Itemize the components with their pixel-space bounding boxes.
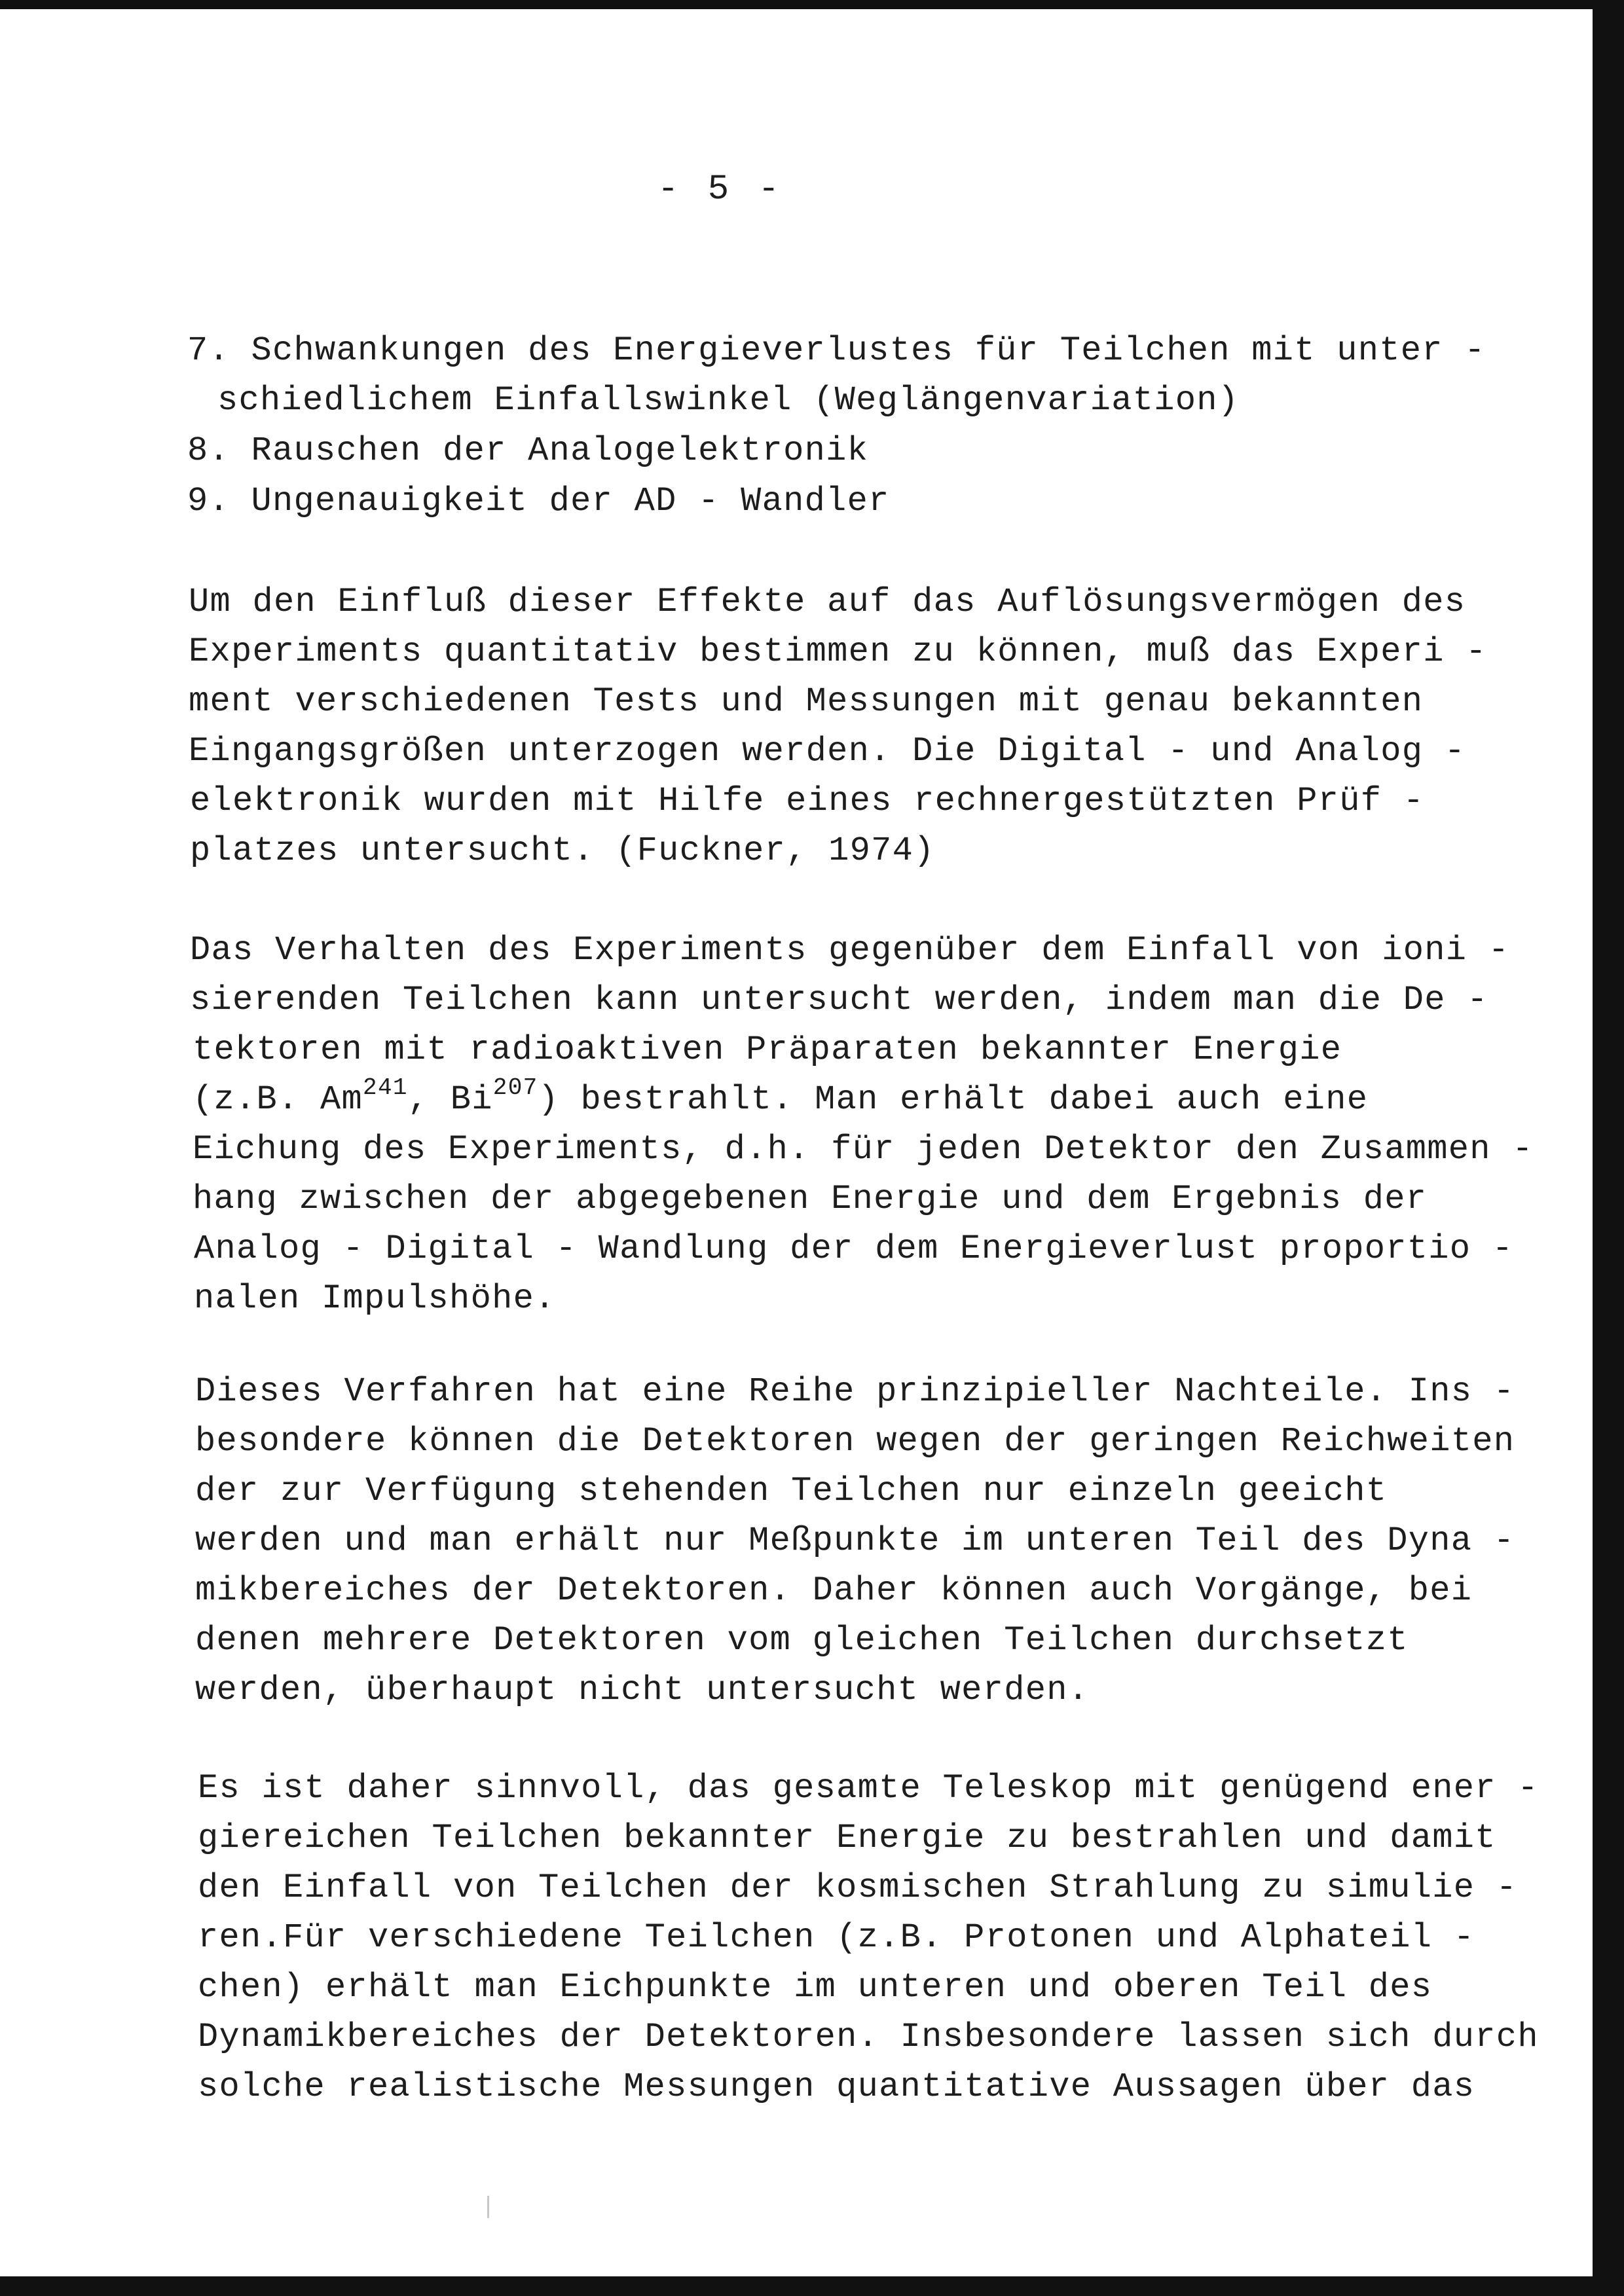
paragraph-4-line: den Einfall von Teilchen der kosmischen Strahlung zu simulie - [198,1868,1518,1907]
paragraph-2-line: Analog - Digital - Wandlung der dem Energieverlust proportio - [194,1230,1514,1268]
paragraph-3-line: denen mehrere Detektoren vom gleichen Teilchen durchsetzt [195,1621,1409,1660]
paragraph-4-line: chen) erhält man Eichpunkte im unteren und oberen Teil des [198,1968,1433,2007]
paragraph-1-line: platzes untersucht. (Fuckner, 1974) [190,831,935,870]
scan-border-bottom [0,2276,1624,2296]
paragraph-1-line: elektronik wurden mit Hilfe eines rechnergestützten Prüf - [190,782,1425,820]
paragraph-2-line: Eichung des Experiments, d.h. für jeden Detektor den Zusammen - [193,1130,1534,1169]
paragraph-4-line: ren.Für verschiedene Teilchen (z.B. Protonen und Alphateil - [198,1918,1475,1957]
document-page [0,9,1593,2276]
paragraph-2-line: sierenden Teilchen kann untersucht werden, indem man die De - [190,981,1488,1019]
list-item-7-continued: schiedlichem Einfallswinkel (Weglängenvariation) [217,381,1240,420]
superscript-241: 241 [363,1074,408,1101]
paragraph-1-line: Experiments quantitativ bestimmen zu können, muß das Experi - [189,632,1487,671]
paragraph-2-line: nalen Impulshöhe. [194,1279,556,1318]
page-number: - 5 - [657,170,784,210]
paragraph-3-line: werden und man erhält nur Meßpunkte im unteren Teil des Dyna - [195,1522,1515,1560]
list-item-8: 8. Rauschen der Analogelektronik [187,431,869,470]
paragraph-1-line: Um den Einfluß dieser Effekte auf das Auflösungsvermögen des [189,583,1466,621]
paragraph-2-line: Das Verhalten des Experiments gegenüber dem Einfall von ioni - [190,931,1510,970]
paragraph-2-line: hang zwischen der abgegebenen Energie und dem Ergebnis der [193,1180,1428,1218]
paragraph-4-line: Es ist daher sinnvoll, das gesamte Teleskop mit genügend ener - [198,1769,1539,1808]
list-item-7: 7. Schwankungen des Energieverlustes für Teilchen mit unter - [187,331,1486,370]
superscript-207: 207 [492,1074,538,1101]
paragraph-3-line: werden, überhaupt nicht untersucht werden. [195,1671,1090,1709]
paragraph-3-line: der zur Verfügung stehenden Teilchen nur einzeln geeicht [195,1472,1388,1510]
paragraph-1-line: ment verschiedenen Tests und Messungen mit genau bekannten [189,682,1424,721]
paragraph-4-line: Dynamikbereiches der Detektoren. Insbesondere lassen sich durch [198,2018,1539,2056]
paragraph-1-line: Eingangsgrößen unterzogen werden. Die Digital - und Analog - [189,732,1466,771]
scan-border-top [0,0,1624,9]
scan-border-right [1593,0,1624,2296]
paragraph-4-line: solche realistische Messungen quantitative Aussagen über das [198,2068,1475,2106]
paragraph-2-line: tektoren mit radioaktiven Präparaten bekannter Energie [193,1030,1342,1069]
paragraph-3-line: mikbereiches der Detektoren. Daher können auch Vorgänge, bei [195,1571,1473,1610]
list-item-9: 9. Ungenauigkeit der AD - Wandler [187,482,890,520]
paragraph-2-line-with-isotopes: (z.B. Am$^{241}$, Bi$^{207}$) bestrahlt. Man erhält dabei auch eine [193,1074,1369,1119]
paragraph-3-line: Dieses Verfahren hat eine Reihe prinzipieller Nachteile. Ins - [195,1372,1515,1411]
paragraph-3-line: besondere können die Detektoren wegen der geringen Reichweiten [195,1422,1515,1461]
scan-mark [487,2196,489,2218]
paragraph-4-line: giereichen Teilchen bekannter Energie zu bestrahlen und damit [198,1819,1496,1857]
